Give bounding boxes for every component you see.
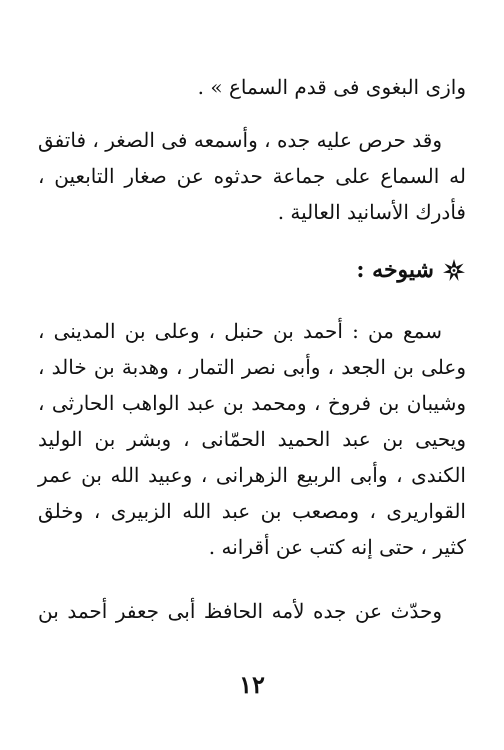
page-number: ١٢ [239, 670, 265, 699]
text-line: ويحيى بن عبد الحميد الحمّانى ، وبشر بن الوليد [38, 427, 466, 451]
text-line: الكندى ، وأبى الربيع الزهرانى ، وعبيد الله بن عمر [38, 463, 466, 487]
text-line: له السماع على جماعة حدثوه عن صغار التابعين ، [38, 164, 466, 188]
text-line: سمع من : أحمد بن حنبل ، وعلى بن المدينى ، [38, 319, 442, 343]
text-line: وشيبان بن فروخ ، ومحمد بن عبد الواهب الحارثى ، [38, 391, 466, 415]
text-line: فأدرك الأسانيد العالية . [277, 200, 466, 224]
text-line: القواريرى ، ومصعب بن عبد الله الزبيرى ، وخلق [38, 499, 466, 523]
text-line: وعلى بن الجعد ، وأبى نصر التمار ، وهدبة بن خالد ، [38, 355, 466, 379]
section-heading [356, 253, 466, 287]
section-heading-label: شيوخه : [356, 257, 434, 283]
text-line: وازى البغوى فى قدم السماع » . [197, 75, 466, 99]
text-line: وقد حرص عليه جده ، وأسمعه فى الصغر ، فاتفق [38, 128, 442, 152]
text-line: وحدّث عن جده لأمه الحافظ أبى جعفر أحمد بن [38, 599, 442, 623]
text-line: كثير ، حتى إنه كتب عن أقرانه . [208, 535, 466, 559]
star-ornament-icon [442, 258, 466, 282]
